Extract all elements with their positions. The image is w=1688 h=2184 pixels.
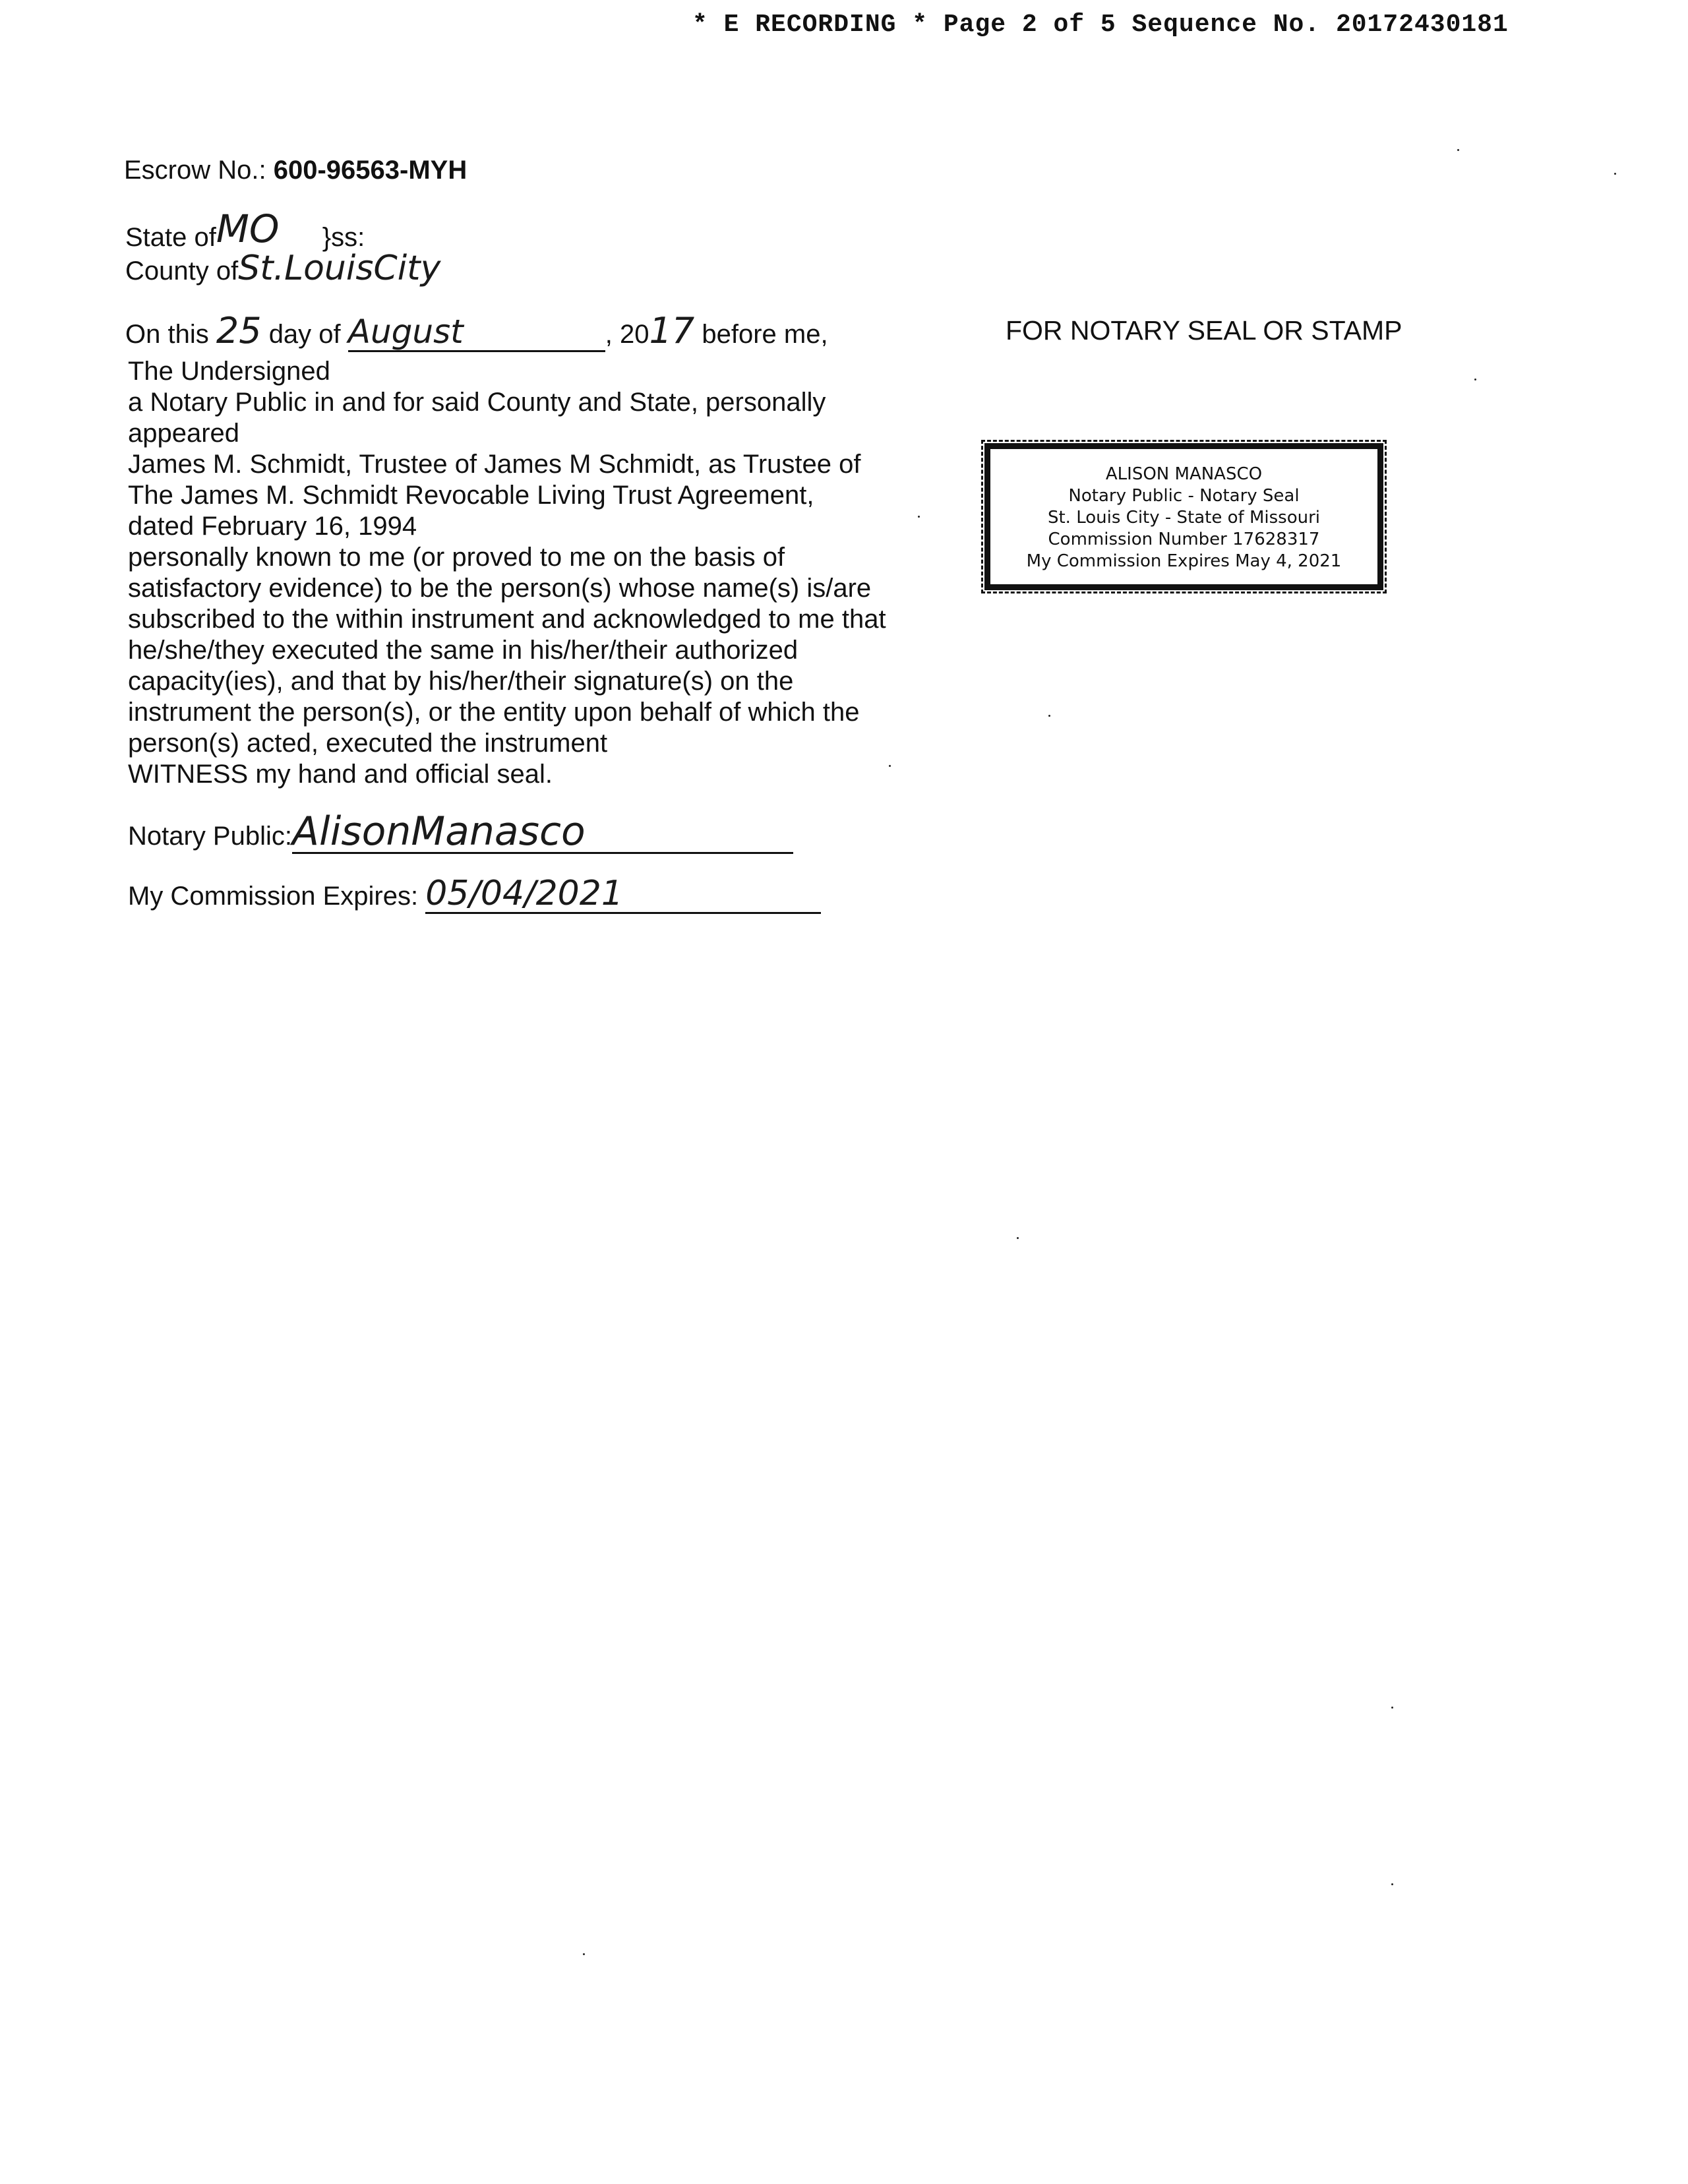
scan-speck [1614,173,1616,175]
ack-line: subscribed to the within instrument and acknowledged to me that [128,605,886,634]
stamp-line: My Commission Expires May 4, 2021 [1026,551,1342,571]
ack-line: capacity(ies), and that by his/her/their signature(s) on the [128,667,794,696]
stamp-line: ALISON MANASCO [1105,464,1263,484]
ack-line: The Undersigned [128,357,330,386]
scan-speck [1391,1707,1393,1709]
scan-speck [918,516,920,518]
scan-speck [1048,715,1050,717]
year-value: 17 [649,310,695,351]
escrow-label: Escrow No.: [124,156,266,185]
notary-public-line [128,808,793,855]
scan-speck [1474,379,1476,380]
ack-line: dated February 16, 1994 [128,512,417,541]
escrow-line [124,156,467,185]
ack-line: instrument the person(s), or the entity upon behalf of which the [128,698,860,727]
scan-speck [1391,1883,1393,1885]
ack-line: a Notary Public in and for said County and State, personally [128,388,826,417]
date-line [125,310,828,352]
year-prefix: , 20 [605,320,649,349]
scan-speck [1017,1237,1019,1239]
ack-line: James M. Schmidt, Trustee of James M Schmidt, as Trustee of [128,450,861,479]
county-label: County of [125,257,239,286]
stamp-line: St. Louis City - State of Missouri [1047,508,1320,528]
day-value: 25 [216,310,262,351]
ack-line: WITNESS my hand and official seal. [128,760,553,789]
stamp-caption: FOR NOTARY SEAL OR STAMP [1006,315,1402,346]
notary-stamp [984,443,1383,590]
scan-speck [889,765,891,767]
ack-line: appeared [128,419,240,448]
stamp-line: Notary Public - Notary Seal [1068,486,1300,506]
state-value: MO [216,206,280,251]
state-line [125,206,365,253]
notary-public-label: Notary Public: [128,822,292,851]
commission-expires-label: My Commission Expires: [128,882,419,911]
month-value: August [347,313,464,351]
recording-header: * E RECORDING * Page 2 of 5 Sequence No. 20172430181 [692,11,1509,39]
state-label: State of [125,223,216,252]
county-line [125,249,441,288]
ack-line: The James M. Schmidt Revocable Living Trust Agreement, [128,481,814,510]
day-of-label: day of [268,320,341,349]
ss-mark: }ss: [322,223,365,252]
stamp-line: Commission Number 17628317 [1048,530,1320,549]
scan-speck [1457,149,1459,151]
ack-line: personally known to me (or proved to me on the basis of [128,543,785,572]
ack-line: he/she/they executed the same in his/her/their authorized [128,636,799,665]
county-value: St.LouisCity [238,249,441,288]
before-me-label: before me, [702,320,828,349]
ack-line: satisfactory evidence) to be the person(s) whose name(s) is/are [128,574,872,603]
ack-line: person(s) acted, executed the instrument [128,729,608,758]
on-this-label: On this [125,320,209,349]
escrow-number: 600-96563-MYH [273,156,467,185]
commission-expires-value: 05/04/2021 [425,874,623,913]
acknowledgment-body [128,356,886,790]
scan-speck [583,1953,585,1955]
commission-expires-line [128,874,821,914]
notary-signature: AlisonManasco [291,808,586,855]
